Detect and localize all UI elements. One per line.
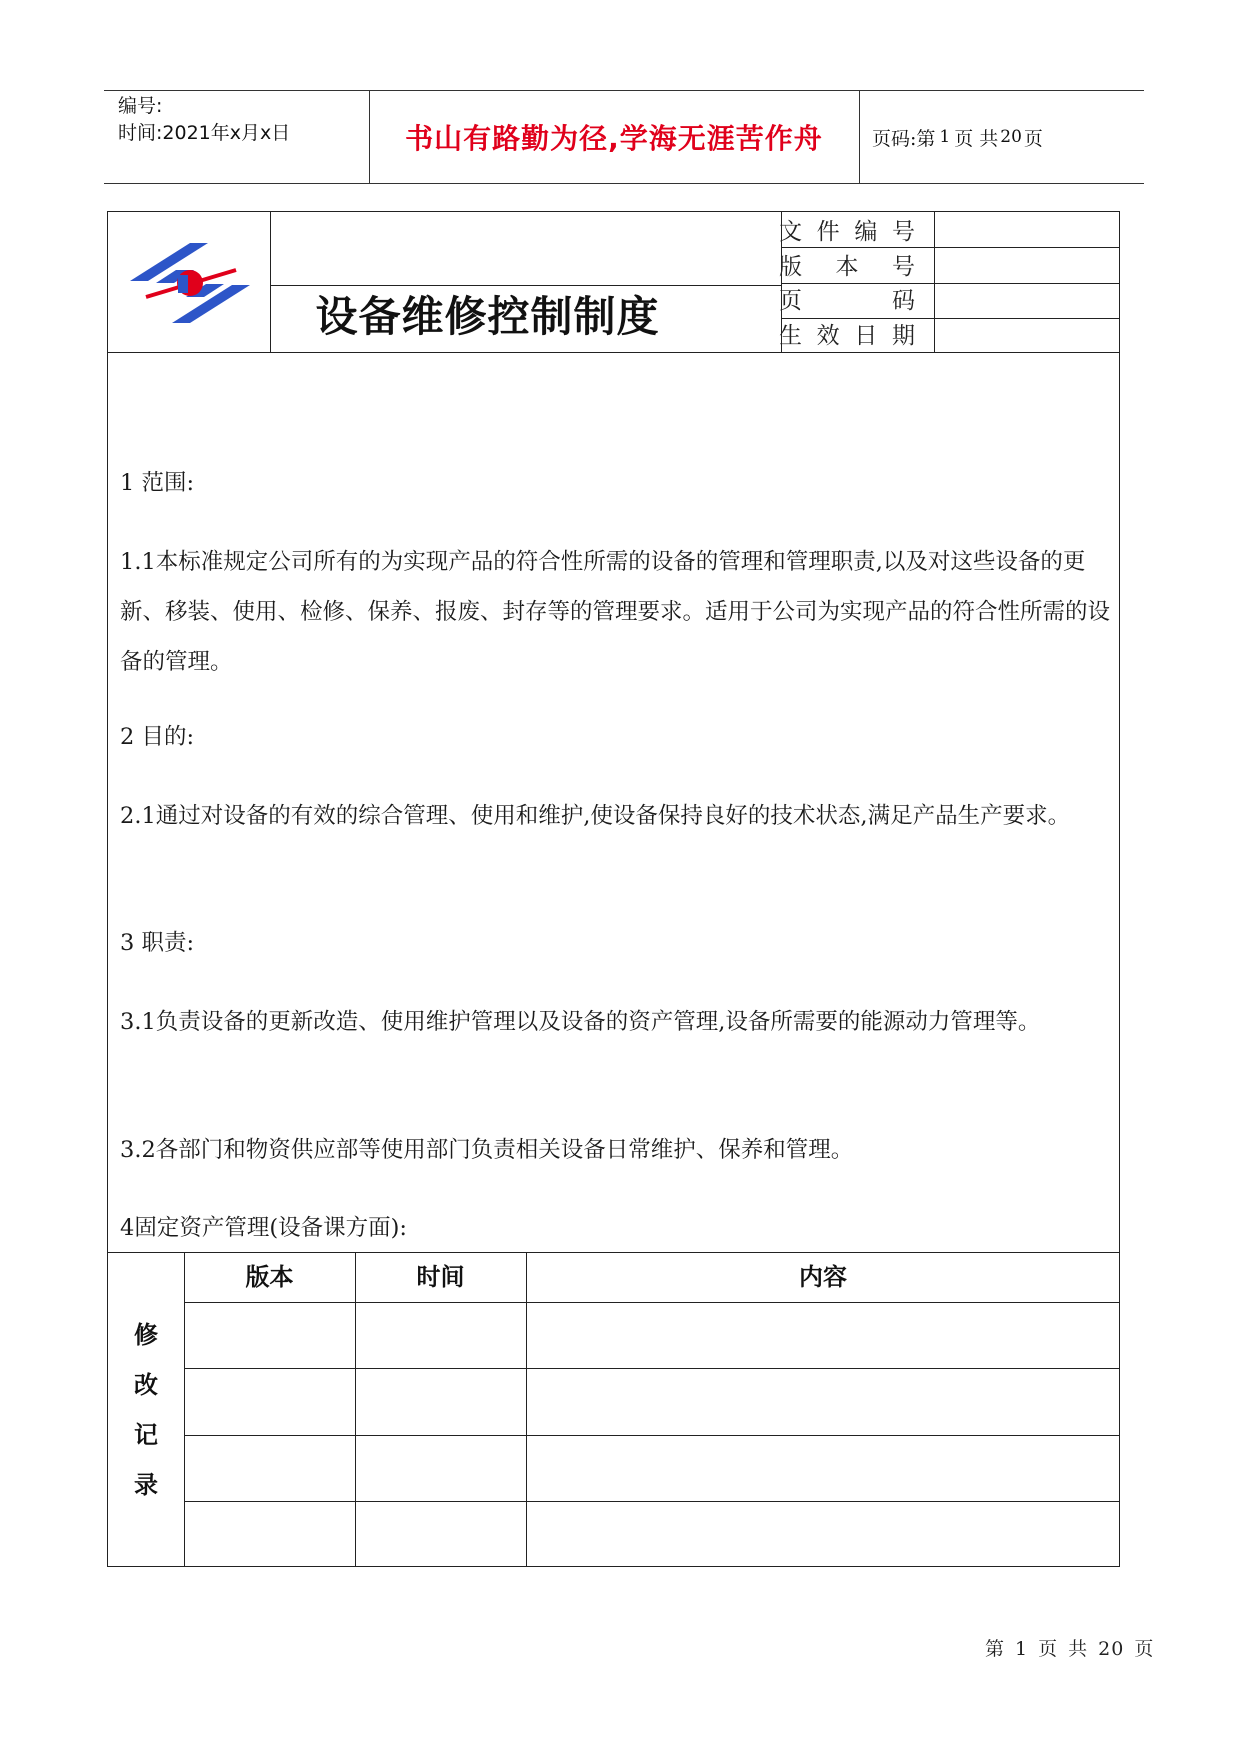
revision-table [108, 1252, 1120, 1567]
header-page-current: 1 [939, 127, 951, 147]
number-label: 编号: [118, 95, 163, 117]
document-frame [107, 211, 1120, 1567]
page-footer [980, 1634, 1159, 1661]
col-time-header: 时间 [416, 1263, 465, 1291]
document-title: 设备维修控制制度 [315, 292, 660, 341]
header-divider [859, 91, 860, 183]
footer-mid: 页 [1038, 1638, 1059, 1660]
section-3-heading: 3 职责: [120, 930, 195, 956]
section-4-heading: 4固定资产管理(设备课方面): [120, 1215, 407, 1241]
footer-current: 1 [1015, 1638, 1029, 1660]
footer-prefix: 第 [985, 1638, 1006, 1660]
header-page-total: 20 [1000, 127, 1022, 147]
col-version-header: 版本 [245, 1263, 294, 1291]
section-1-heading: 1 范围: [120, 470, 195, 496]
page-header [104, 90, 1144, 184]
meta-label-file-number: 文 件 编 号 [779, 218, 915, 245]
company-logo-icon [128, 237, 252, 329]
header-page-mid: 页 共 [954, 127, 999, 150]
section-2-heading: 2 目的: [120, 724, 195, 750]
col-content-header: 内容 [799, 1263, 847, 1291]
grid-line [184, 1501, 1120, 1502]
grid-line [108, 352, 1120, 353]
footer-mid2: 共 [1068, 1638, 1089, 1660]
header-page-info [872, 91, 1043, 183]
revision-record-label: 修 改 记 录 [134, 1321, 158, 1499]
grid-line [184, 1368, 1120, 1369]
motto-text: 书山有路勤为径,学海无涯苦作舟 [405, 122, 823, 155]
section-2-1-text: 2.1通过对设备的有效的综合管理、使用和维护,使设备保持良好的技术状态,满足产品生产要求。 [120, 803, 1071, 829]
section-3-2-text: 3.2各部门和物资供应部等使用部门负责相关设备日常维护、保养和管理。 [120, 1137, 854, 1163]
meta-label-effective-date: 生 效 日 期 [779, 322, 915, 349]
section-1-1-text: 1.1本标准规定公司所有的为实现产品的符合性所需的设备的管理和管理职责,以及对这些设备的更新、移装、使用、检修、保养、报废、封存等的管理要求。适用于公司为实现产品的符合性所需的设备的管理。 [120, 549, 1111, 675]
meta-label-page: 页 码 [779, 287, 915, 314]
header-left [118, 93, 290, 147]
grid-line [184, 1302, 1120, 1303]
time-label: 时间:2021年x月x日 [118, 122, 291, 144]
grid-line [184, 1435, 1120, 1436]
footer-total: 20 [1098, 1638, 1125, 1660]
footer-end: 页 [1134, 1638, 1155, 1660]
header-page-end: 页 [1023, 127, 1043, 150]
grid-line [934, 212, 935, 352]
header-page-label: 页码:第 [872, 127, 936, 150]
meta-label-version: 版 本 号 [779, 253, 915, 280]
section-3-1-text: 3.1负责设备的更新改造、使用维护管理以及设备的资产管理,设备所需要的能源动力管理等。 [120, 1009, 1041, 1035]
